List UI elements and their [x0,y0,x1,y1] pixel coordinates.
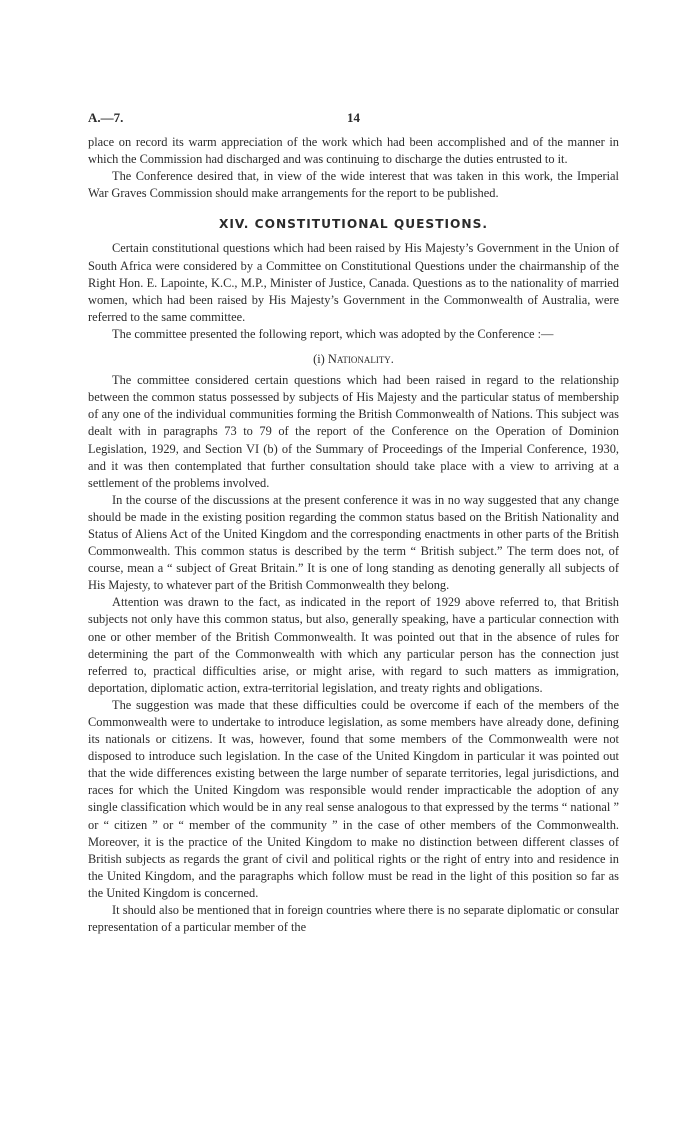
paragraph: The Conference desired that, in view of the wide interest that was taken in this work, the Imperial War Graves Commission should make arrangements for the report to be published. [88,169,619,201]
continued-paragraph: place on record its warm appreciation of the work which had been accomplished and of the manner in which the Commission had discharged and was continuing to discharge the duties entrusted to it. [88,135,619,167]
paragraph: The committee presented the following report, which was adopted by the Conference :— [112,326,554,341]
paragraph: The suggestion was made that these difficulties could be overcome if each of the members of the Commonwealth were to undertake to introduce legislation, as some members have already done, defining its nationals or citizens. It was, however, found that some members of the Commonwealth were not disposed to introduce such legislation. In the case of the United Kingdom in particular it was pointed out that the wide differences existing between the large number of separate territories, legal jurisdictions, and races for which the United Kingdom was responsible would render impracticable the adoption of any single classification which would be in any real sense analogous to that expressed by the terms “ national ” or “ citizen ” or “ member of the community ” in the case of other members of the Commonwealth. Moreover, it is the practice of the United Kingdom to make no distinction between different classes of British subjects as regards the grant of civil and political rights or the right of entry into and residence in the United Kingdom, and the paragraphs which follow must be read in the light of this position so far as the United Kingdom is concerned. [88,697,619,900]
page-header [88,110,619,130]
paragraph: The committee considered certain questions which had been raised in regard to the relationship between the common status possessed by subjects of His Majesty and the particular status of membership of any one of the individual communities forming the British Commonwealth of Nations. This subject was dealt with in paragraphs 73 to 79 of the report of the Conference on the Operation of Dominion Legislation, 1929, and Section VI (b) of the Summary of Proceedings of the Imperial Conference, 1930, and it was then contemplated that further consultation should take place with a view to arriving at a settlement of the problems involved. [88,373,619,490]
paragraph: Attention was drawn to the fact, as indicated in the report of 1929 above referred to, that British subjects not only have this common status, but also, generally speaking, have a particular connection with one or other member of the British Commonwealth. It was pointed out that in the absence of rules for determining the part of the Commonwealth with which any particular person has the connection just referred to, practical difficulties arise, or might arise, with regard to such matters as immigration, deportation, diplomatic action, extra-territorial legislation, and treaty rights and obligations. [88,595,619,695]
page-body [88,134,619,936]
subsection-heading [88,351,619,368]
subsection-title: Nationality. [327,352,394,367]
document-reference: A.—7. [88,110,124,125]
paragraph: It should also be mentioned that in foreign countries where there is no separate diplomatic or consular representation of a particular member of the [88,903,619,935]
section-heading: XIV. CONSTITUTIONAL QUESTIONS. [218,217,489,232]
subsection-number: (i) [313,352,325,367]
paragraph: In the course of the discussions at the present conference it was in no way suggested that any change should be made in the existing position regarding the common status based on the British Nationality and Status of Aliens Act of the United Kingdom and the corresponding enactments in other parts of the British Commonwealth. This common status is described by the term “ British subject.” The term does not, of course, mean a “ subject of Great Britain.” It is one of long standing as denoting generally all subjects of His Majesty, to whatever part of the British Commonwealth they belong. [88,492,619,593]
page-number: 14 [347,110,360,125]
paragraph: Certain constitutional questions which had been raised by His Majesty’s Government in the Union of South Africa were considered by a Committee on Constitutional Questions under the chairmanship of the Right Hon. E. Lapointe, K.C., M.P., Minister of Justice, Canada. Questions as to the nationality of married women, which had been raised by His Majesty’s Government in the Commonwealth of Australia, were referred to the same committee. [88,241,619,324]
